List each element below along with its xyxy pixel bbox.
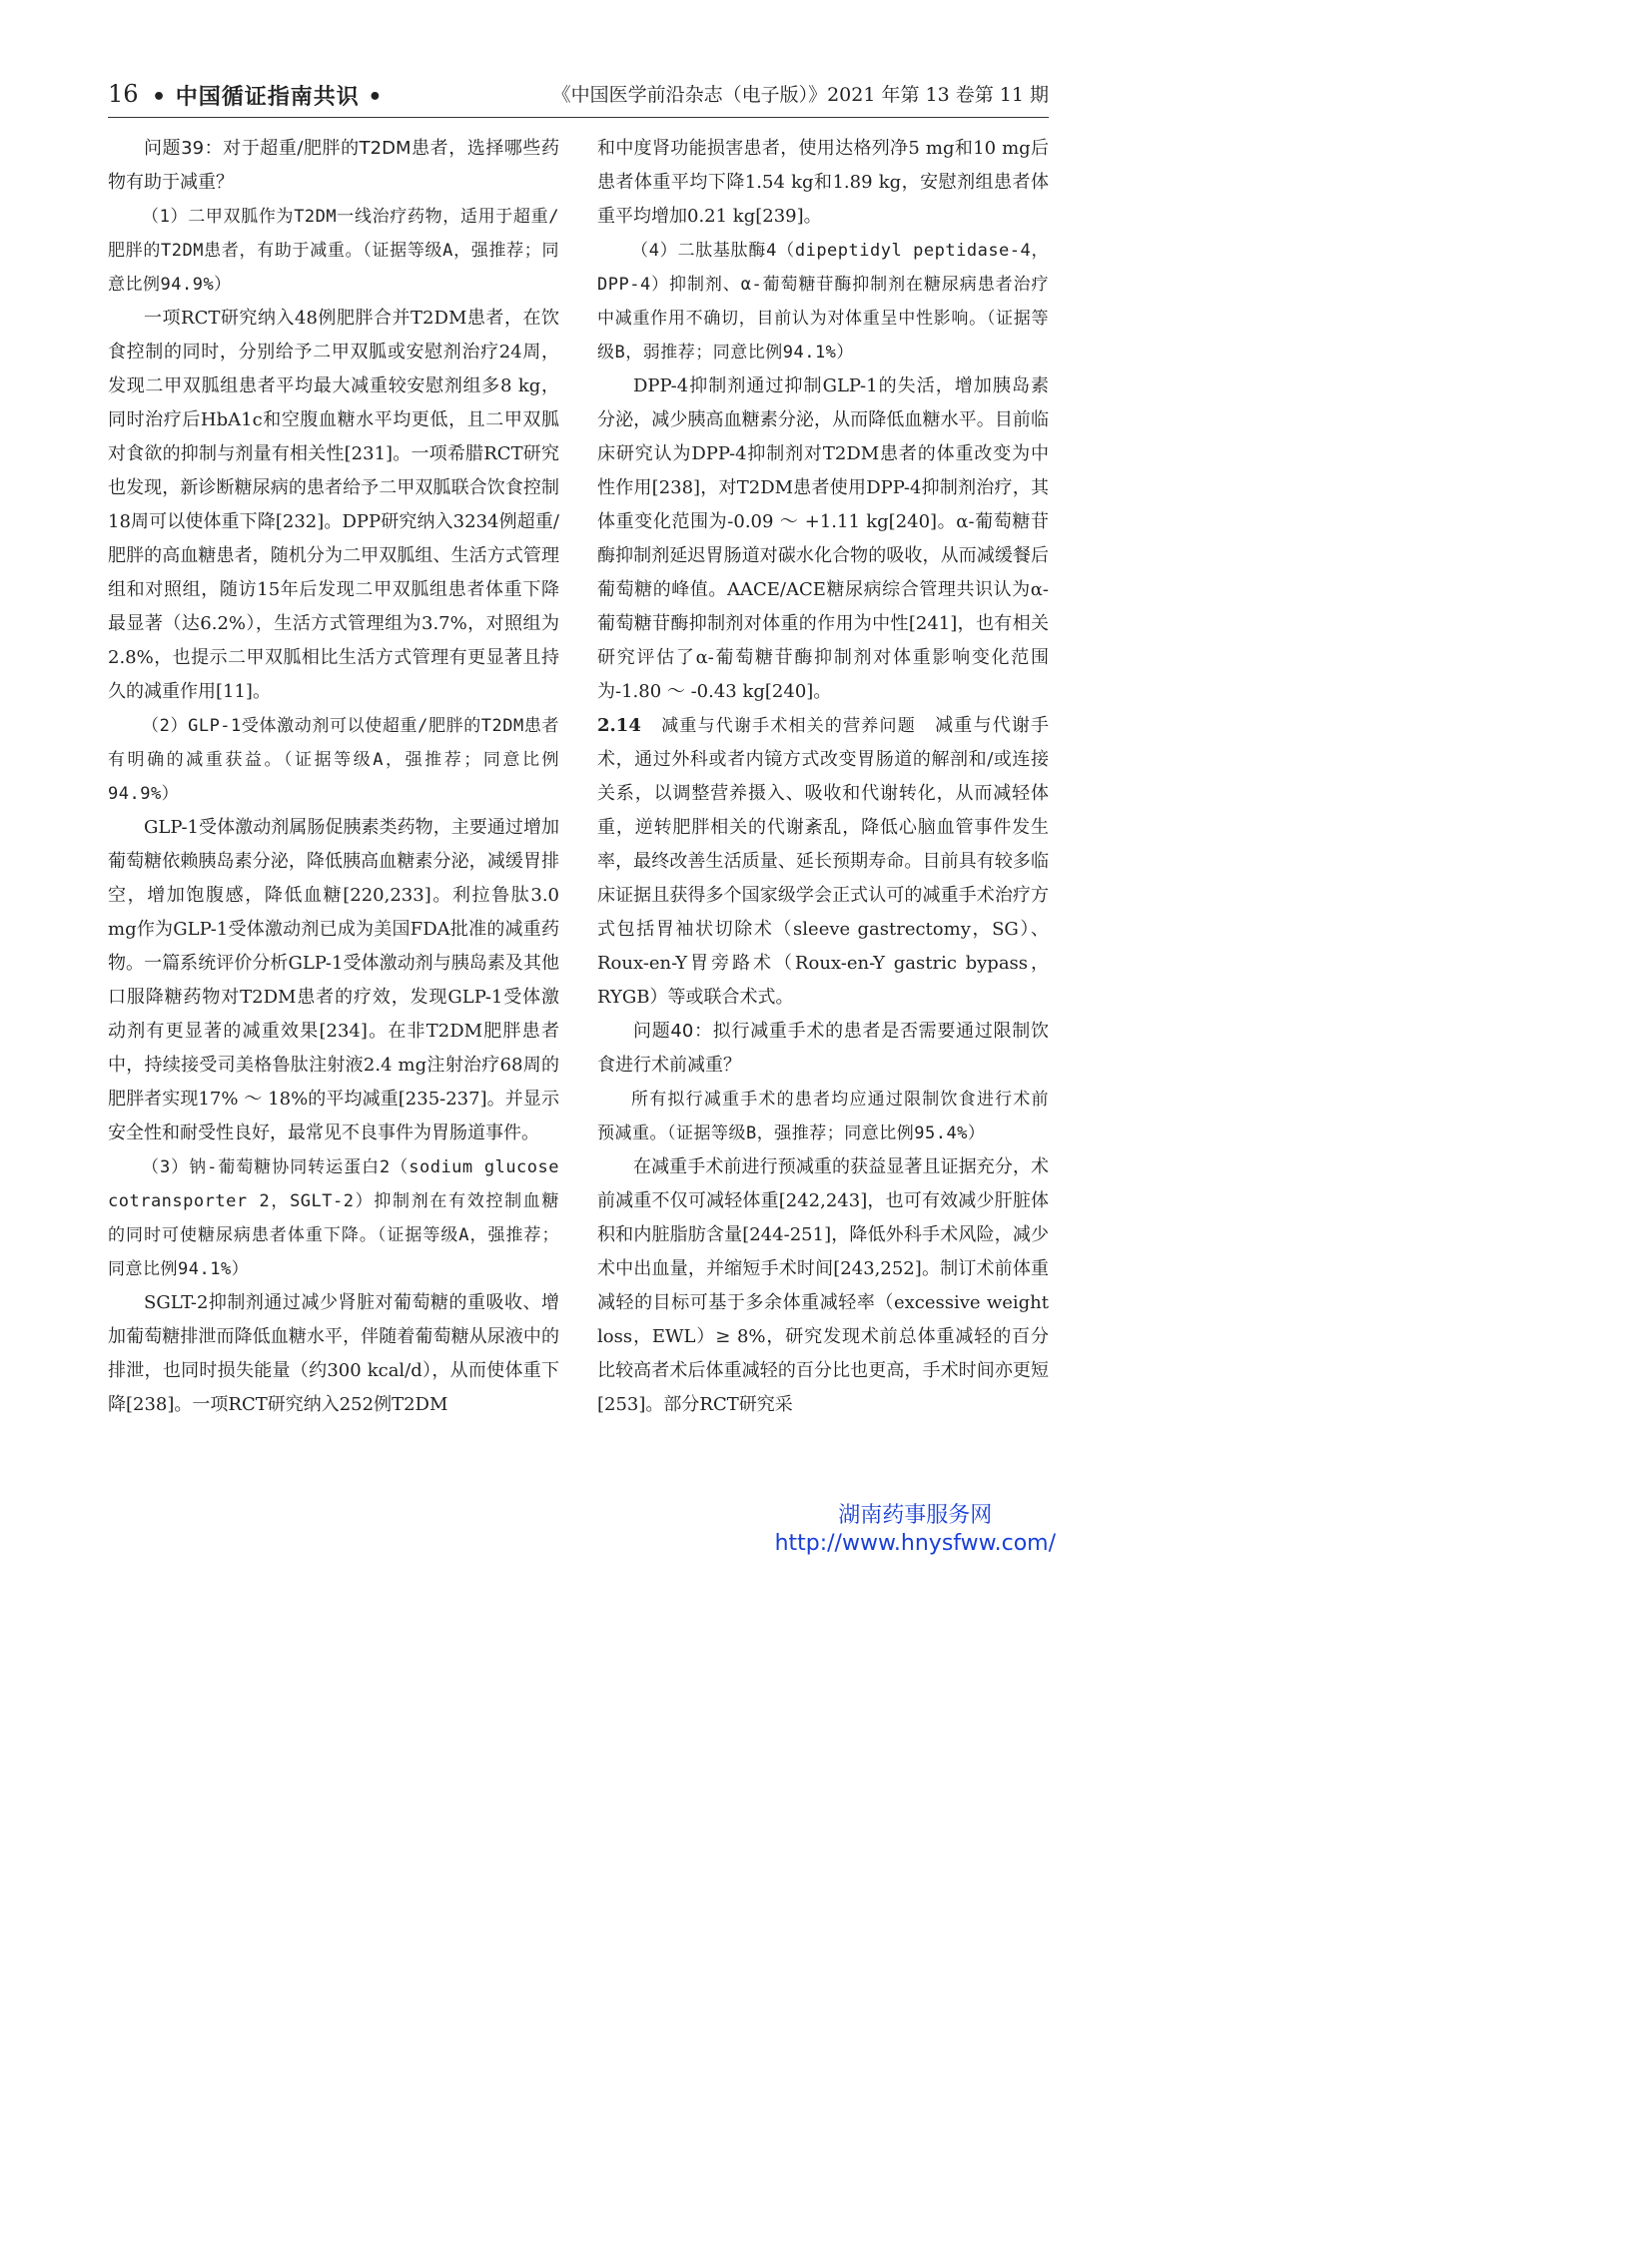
section-body: 减重与代谢手术，通过外科或者内镜方式改变胃肠道的解剖和/或连接关系，以调整营养摄入、吸收和代谢转化，从而减轻体重，逆转肥胖相关的代谢紊乱，降低心脑血管事件发生率，最终改善生活质量、延长预期寿命。目前具有较多临床证据且获得多个国家级学会正式认可的减重手术治疗方式包括胃袖状切除术（sleeve gastrectomy，SG）、Roux-en-Y胃旁路术（Roux-en-Y gastric bypass，RYGB）等或联合术式。 [597, 715, 1050, 1008]
section-number: 2.14 [597, 715, 641, 736]
recommendation-dpp4: （4）二肽基肽酶4（dipeptidyl peptidase-4，DPP-4）抑制剂、α-葡萄糖苷酶抑制剂在糖尿病患者治疗中减重作用不确切，目前认为对体重呈中性影响。（证据等级B，弱推荐；同意比例94.1%） [597, 241, 1049, 363]
site-watermark [775, 1502, 1056, 1558]
paragraph-preop-evidence: 在减重手术前进行预减重的获益显著且证据充分，术前减重不仅可减轻体重[242,243]，也可有效减少肝脏体积和内脏脂肪含量[244-251]，降低外科手术风险，减少术中出血量，并缩短手术时间[243,252]。制订术前体重减轻的目标可基于多余体重减轻率（excessive weight loss，EWL）≥ 8%，研究发现术前总体重减轻的百分比较高者术后体重减轻的百分比也更高，手术时间亦更短[253]。部分RCT研究采 [597, 1156, 1049, 1415]
question-39: 问题39：对于超重/肥胖的T2DM患者，选择哪些药物有助于减重？ [108, 138, 559, 193]
page-header [0, 0, 1166, 120]
recommendation-sglt2: （3）钠-葡萄糖协同转运蛋白2（sodium glucose cotransporter 2，SGLT-2）抑制剂在有效控制血糖的同时可使糖尿病患者体重下降。（证据等级A，强推荐；同意比例94.1%） [108, 1157, 559, 1279]
page-number: 16 [108, 80, 139, 108]
paragraph-metformin-evidence: 一项RCT研究纳入48例肥胖合并T2DM患者，在饮食控制的同时，分别给予二甲双胍或安慰剂治疗24周，发现二甲双胍组患者平均最大减重较安慰剂组多8 kg，同时治疗后HbA1c和空腹血糖水平均更低，且二甲双胍对食欲的抑制与剂量有相关性[231]。一项希腊RCT研究也发现，新诊断糖尿病的患者给予二甲双胍联合饮食控制18周可以使体重下降[232]。DPP研究纳入3234例超重/肥胖的高血糖患者，随机分为二甲双胍组、生活方式管理组和对照组，随访15年后发现二甲双胍组患者体重下降最显著（达6.2%），生活方式管理组为3.7%，对照组为2.8%，也提示二甲双胍相比生活方式管理有更显著且持久的减重作用[11]。 [108, 308, 559, 702]
journal-citation: 《中国医学前沿杂志（电子版）》2021 年第 13 卷第 11 期 [551, 84, 1049, 106]
section-title: 减重与代谢手术相关的营养问题 [661, 716, 916, 736]
paragraph-continuation: 和中度肾功能损害患者，使用达格列净5 mg和10 mg后患者体重平均下降1.54 kg和1.89 kg，安慰剂组患者体重平均增加0.21 kg[239]。 [597, 138, 1049, 227]
paragraph-glp1-evidence: GLP-1受体激动剂属肠促胰素类药物，主要通过增加葡萄糖依赖胰岛素分泌，降低胰高血糖素分泌，减缓胃排空，增加饱腹感，降低血糖[220,233]。利拉鲁肽3.0 mg作为GLP-1受体激动剂已成为美国FDA批准的减重药物。一篇系统评价分析GLP-1受体激动剂与胰岛素及其他口服降糖药物对T2DM患者的疗效，发现GLP-1受体激动剂有更显著的减重效果[234]。在非T2DM肥胖患者中，持续接受司美格鲁肽注射液2.4 mg注射治疗68周的肥胖者实现17% ～ 18%的平均减重[235-237]。并显示安全性和耐受性良好，最常见不良事件为胃肠道事件。 [108, 817, 559, 1143]
section-2-14 [597, 709, 1049, 1015]
right-column [597, 132, 1049, 1422]
paragraph-sglt2-evidence: SGLT-2抑制剂通过减少肾脏对葡萄糖的重吸收、增加葡萄糖排泄而降低血糖水平，伴随着葡萄糖从尿液中的排泄，也同时损失能量（约300 kcal/d），从而使体重下降[238]。一项RCT研究纳入252例T2DM [108, 1292, 559, 1415]
left-column [108, 132, 559, 1422]
recommendation-glp1: （2）GLP-1受体激动剂可以使超重/肥胖的T2DM患者有明确的减重获益。（证据等级A，强推荐；同意比例94.9%） [108, 716, 559, 804]
section-label: • 中国循证指南共识 • [152, 85, 384, 110]
watermark-url[interactable]: http://www.hnysfww.com/ [774, 1531, 1056, 1556]
question-40: 问题40：拟行减重手术的患者是否需要通过限制饮食进行术前减重？ [597, 1021, 1049, 1076]
header-rule [108, 117, 1049, 118]
watermark-site-name: 湖南药事服务网 [838, 1503, 993, 1528]
recommendation-preop-weight-loss: 所有拟行减重手术的患者均应通过限制饮食进行术前预减重。（证据等级B，强推荐；同意比例95.4%） [597, 1090, 1049, 1143]
paragraph-dpp4-evidence: DPP-4抑制剂通过抑制GLP-1的失活，增加胰岛素分泌，减少胰高血糖素分泌，从而降低血糖水平。目前临床研究认为DPP-4抑制剂对T2DM患者的体重改变为中性作用[238]，对T2DM患者使用DPP-4抑制剂治疗，其体重变化范围为-0.09 ～ +1.11 kg[240]。α-葡萄糖苷酶抑制剂延迟胃肠道对碳水化合物的吸收，从而减缓餐后葡萄糖的峰值。AACE/ACE糖尿病综合管理共识认为α-葡萄糖苷酶抑制剂对体重的作用为中性[241]，也有相关研究评估了α-葡萄糖苷酶抑制剂对体重影响变化范围为-1.80 ～ -0.43 kg[240]。 [597, 375, 1049, 702]
recommendation-metformin: （1）二甲双胍作为T2DM一线治疗药物，适用于超重/肥胖的T2DM患者，有助于减重。（证据等级A，强推荐；同意比例94.9%） [108, 207, 559, 295]
